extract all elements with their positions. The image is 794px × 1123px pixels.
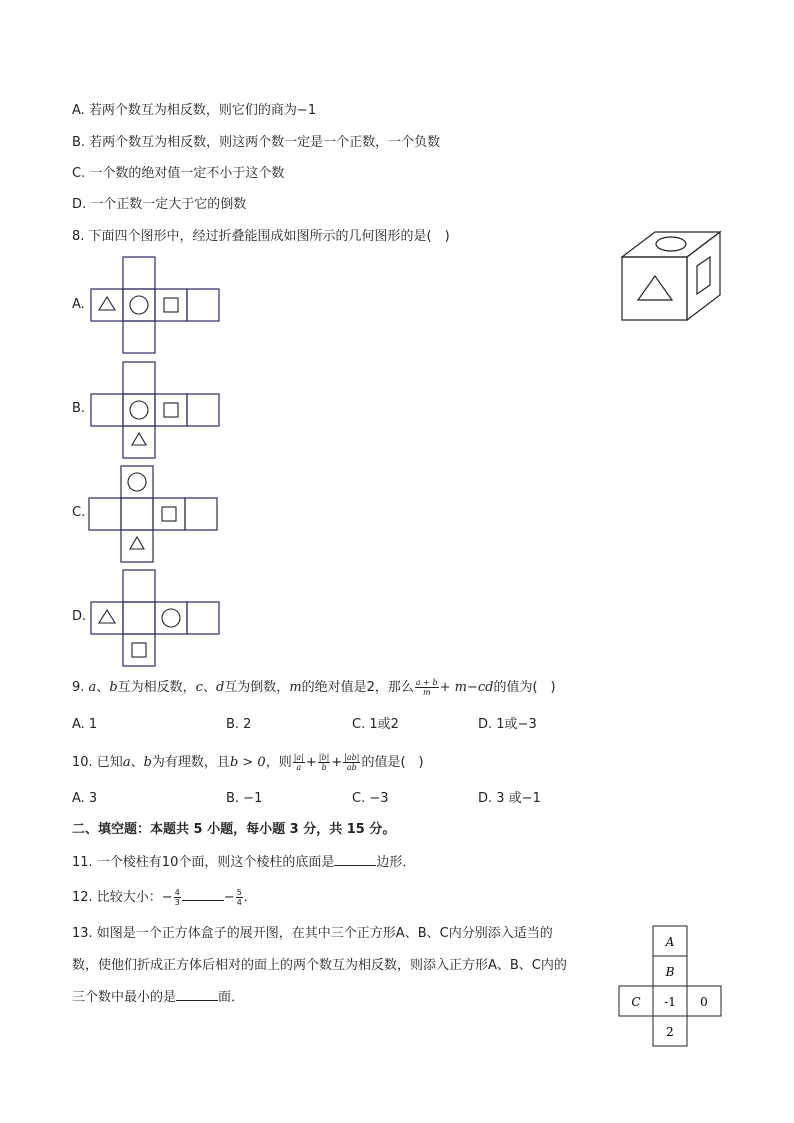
- q8-net-b: [90, 361, 220, 459]
- q13-line-1: 13. 如图是一个正方体盒子的展开图，在其中三个正方形A、B、C内分别添入适当的: [72, 926, 553, 941]
- q10-option-b: B. −1: [226, 791, 263, 806]
- q13-answer-blank: [176, 988, 218, 1001]
- q13-line-3: [72, 988, 244, 1007]
- q13-net-c: C: [631, 995, 641, 1009]
- q10-text-2: 为有理数，且: [151, 755, 230, 770]
- q10-text-1: 10. 已知: [72, 755, 123, 770]
- q9-var-a: a: [88, 680, 97, 695]
- q8-net-a: [90, 256, 220, 354]
- q9-option-c: C. 1或2: [352, 717, 399, 732]
- q7-option-b: B. 若两个数互为相反数，则这两个数一定是一个正数，一个负数: [72, 135, 441, 150]
- q9-text-opposite: 互为相反数，: [117, 680, 196, 695]
- q7-option-a: A. 若两个数互为相反数，则它们的商为−1: [72, 103, 317, 118]
- q9-frac-numerator: a + b: [415, 678, 438, 687]
- q10-fraction-3: [343, 753, 360, 772]
- q13-net-zero: 0: [700, 995, 708, 1009]
- q10-option-d: D. 3 或−1: [478, 791, 541, 806]
- q13-net-minus-one: -1: [664, 995, 676, 1009]
- q10-f1-denominator: a: [296, 763, 302, 772]
- q9-sep-2: 、: [202, 680, 216, 695]
- q12-fraction-2: [236, 888, 243, 907]
- q9-stem: [72, 678, 556, 697]
- q11-text-end: 边形．: [376, 855, 416, 870]
- q11-text: 11. 一个棱柱有10个面，则这个棱柱的底面是: [72, 855, 335, 870]
- q9-sep-1: 、: [96, 680, 110, 695]
- q9-frac-denominator: m: [422, 688, 431, 697]
- q11-stem: [72, 853, 415, 872]
- q8-net-c: [88, 465, 218, 563]
- q12-f1-numerator: 4: [174, 888, 180, 897]
- q10-f2-denominator: b: [321, 763, 327, 772]
- q10-option-c: C. −3: [352, 791, 389, 806]
- q10-text-end: 的值是( ): [361, 755, 424, 770]
- q8-label-b: B.: [72, 401, 86, 416]
- q13-net-two: 2: [666, 1025, 674, 1039]
- q13-text: 三个数中最小的是: [72, 990, 177, 1005]
- q12-answer-blank: [182, 888, 224, 901]
- q9-text-end: 的值为( ): [493, 680, 556, 695]
- q9-fraction: [415, 678, 439, 697]
- q9-option-b: B. 2: [226, 717, 252, 732]
- q12-f1-denominator: 3: [174, 898, 180, 907]
- q10-var-a: a: [122, 755, 131, 770]
- q9-var-c: c: [195, 680, 203, 695]
- q7-option-d: D. 一个正数一定大于它的倒数: [72, 197, 247, 212]
- q9-expression: + m−cd: [439, 680, 494, 695]
- q8-stem: 8. 下面四个图形中，经过折叠能围成如图所示的几何图形的是( ): [72, 229, 450, 244]
- q9-num: 9.: [72, 680, 85, 695]
- q8-label-d: D.: [72, 609, 87, 624]
- q10-plus-2: +: [331, 755, 343, 770]
- q10-stem: [72, 753, 424, 772]
- q10-fraction-1: [293, 753, 305, 772]
- q12-fraction-1: [174, 888, 181, 907]
- q8-net-d: [90, 569, 220, 667]
- q10-f3-numerator: |ab|: [344, 753, 360, 762]
- q12-text-end: ．: [243, 890, 257, 905]
- q10-fraction-2: [318, 753, 331, 772]
- q11-answer-blank: [334, 853, 376, 866]
- q9-text-abs: 的绝对值是2，那么: [301, 680, 414, 695]
- q10-sep: 、: [130, 755, 144, 770]
- q10-condition: b > 0: [229, 755, 266, 770]
- q12-minus: −: [223, 890, 235, 905]
- q13-text-end: 面．: [218, 990, 245, 1005]
- q10-f3-denominator: ab: [346, 763, 357, 772]
- q7-option-c: C. 一个数的绝对值一定不小于这个数: [72, 166, 285, 181]
- q9-option-a: A. 1: [72, 717, 98, 732]
- q9-var-b: b: [109, 680, 118, 695]
- q12-f2-numerator: 5: [236, 888, 242, 897]
- q9-var-d: d: [215, 680, 225, 695]
- q13-net-b: B: [665, 965, 675, 979]
- q13-cube-net: [619, 925, 721, 1047]
- q8-label-a: A.: [72, 297, 85, 312]
- q10-var-b: b: [143, 755, 152, 770]
- reference-cube-figure: [620, 230, 724, 322]
- section-2-heading: 二、填空题：本题共 5 小题，每小题 3 分，共 15 分。: [72, 822, 396, 837]
- q10-f1-numerator: |a|: [293, 753, 304, 762]
- q12-f2-denominator: 4: [236, 898, 242, 907]
- q8-label-c: C.: [72, 505, 86, 520]
- q12-stem: [72, 888, 257, 907]
- q10-plus-1: +: [305, 755, 317, 770]
- q10-text-3: ，则: [265, 755, 292, 770]
- q13-line-2: 数，使他们折成正方体后相对的面上的两个数互为相反数，则添入正方形A、B、C内的: [72, 958, 567, 973]
- q9-option-d: D. 1或−3: [478, 717, 537, 732]
- q13-net-a: A: [665, 935, 675, 949]
- q9-text-reciprocal: 互为倒数，: [224, 680, 290, 695]
- q9-var-m: m: [289, 680, 302, 695]
- q10-option-a: A. 3: [72, 791, 98, 806]
- q10-f2-numerator: |b|: [318, 753, 330, 762]
- q12-text: 12. 比较大小：−: [72, 890, 173, 905]
